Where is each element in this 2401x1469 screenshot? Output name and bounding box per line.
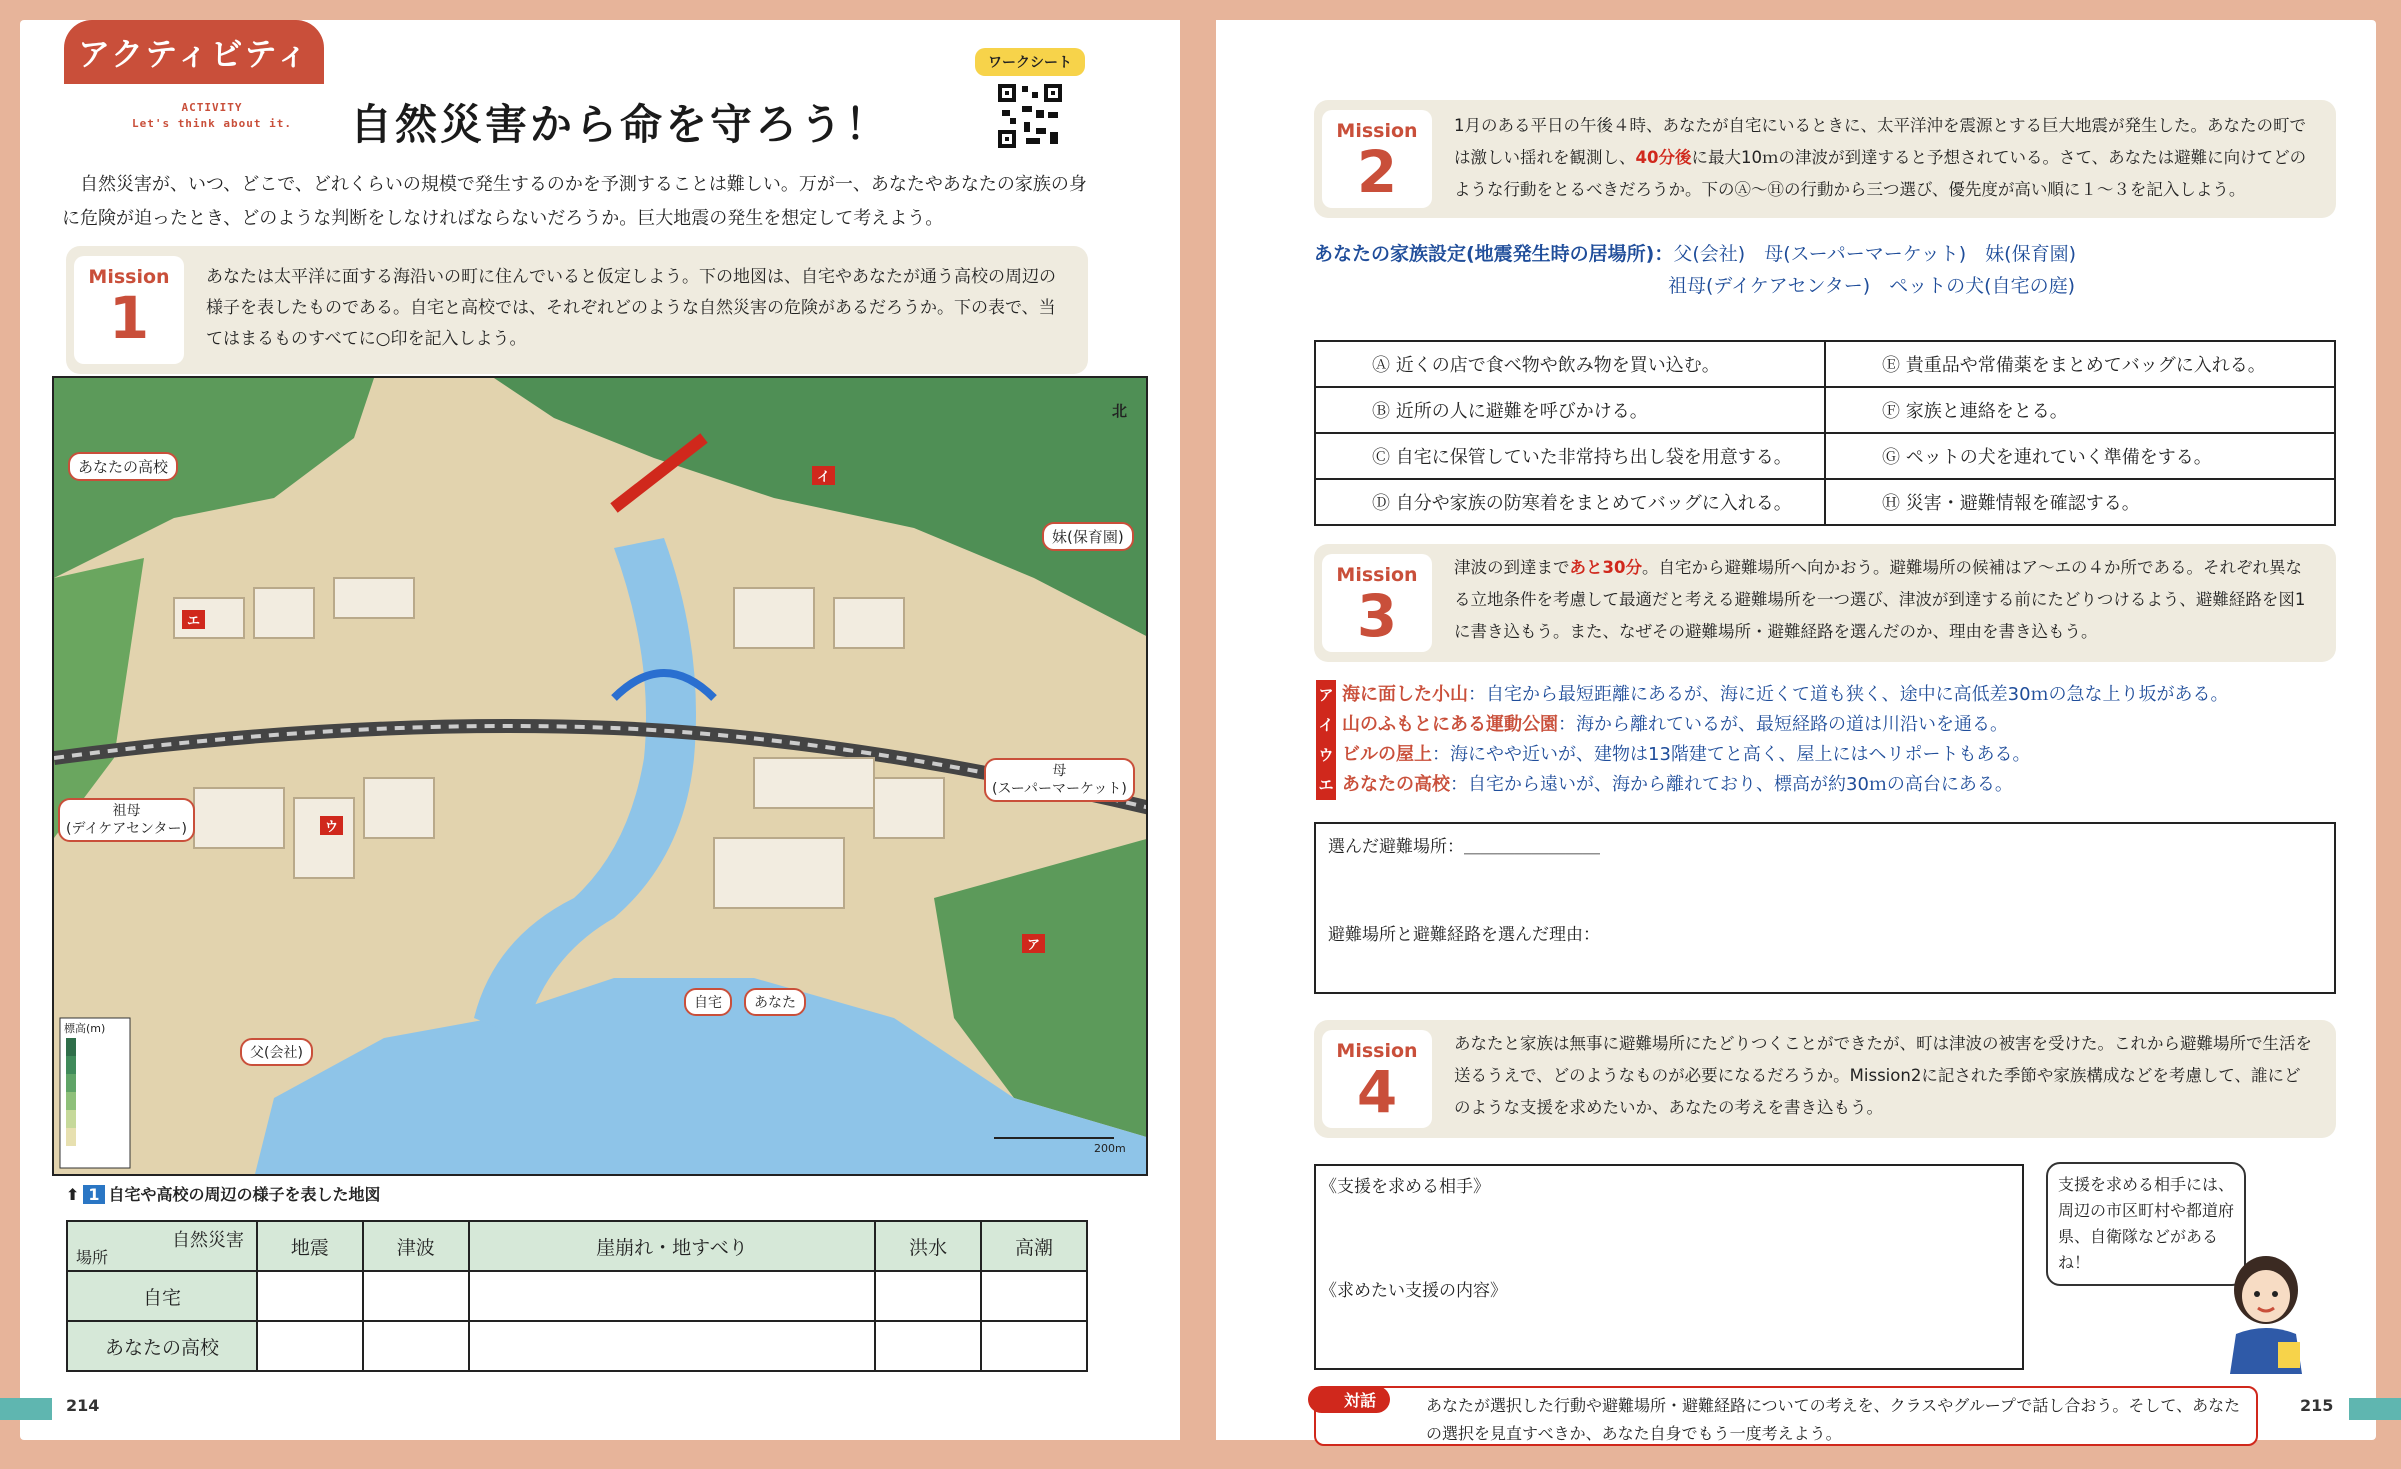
col-header: 高潮: [981, 1221, 1087, 1271]
support-answer-box[interactable]: [1314, 1164, 2024, 1370]
hazard-table: [66, 1220, 1088, 1372]
answer-cell[interactable]: [875, 1321, 981, 1371]
answer-cell[interactable]: [363, 1321, 469, 1371]
answer-cell[interactable]: [469, 1271, 875, 1321]
page-number-right: 215: [2300, 1396, 2334, 1415]
mission-3-text: 津波の到達まであと30分。自宅から避難場所へ向かおう。避難場所の候補はア〜エの４か所である。それぞれ異なる立地条件を考慮して最適だと考える避難場所を一つ選び、津波が到達する前にたどりつけるよう、避難経路を図1に書き込もう。また、なぜその避難場所・避難経路を選んだのか、理由を書き込もう。: [1454, 558, 2306, 641]
map-label-school: あなたの高校: [68, 452, 178, 481]
activity-subtitle: ACTIVITY Let's think about it.: [131, 101, 293, 130]
support-who-label: 《支援を求める相手》: [1320, 1177, 1490, 1197]
intro-text: 自然災害が、いつ、どこで、どれくらいの規模で発生するのかを予測することは難しい。万が一、あなたやあなたの家族の身に危険が迫ったとき、どのような判断をしなければならないだろうか。巨大地震の発生を想定して考えよう。: [62, 174, 1087, 229]
map-label-you: あなた: [744, 988, 806, 1016]
worksheet-label: ワークシート: [975, 48, 1085, 76]
reason-label: 避難場所と避難経路を選んだ理由：: [1328, 925, 1600, 945]
answer-cell[interactable]: [875, 1271, 981, 1321]
answer-cell[interactable]: [469, 1321, 875, 1371]
mission-2-tag: Mission 2: [1322, 110, 1432, 208]
col-header: 崖崩れ・地すべり: [469, 1221, 875, 1271]
mission-4-tag: Mission 4: [1322, 1030, 1432, 1128]
map-marker-a[interactable]: ア: [1022, 934, 1045, 953]
evacuation-answer-box[interactable]: [1314, 822, 2336, 994]
map-label-grandma: 祖母 (デイケアセンター): [58, 798, 195, 842]
row-header-home: 自宅: [67, 1271, 257, 1321]
place-item: ウ ビルの屋上：海にやや近いが、建物は13階建てと高く、屋上にはヘリポートもある。: [1316, 740, 2229, 770]
place-item: イ 山のふもとにある運動公園：海から離れているが、最短経路の道は川沿いを通る。: [1316, 710, 2229, 740]
chosen-place-label: 選んだ避難場所：＿＿＿＿＿＿＿＿: [1328, 837, 1600, 857]
mission-1-tag: Mission 1: [74, 256, 184, 364]
answer-cell[interactable]: [981, 1321, 1087, 1371]
north-icon: 北: [1112, 402, 1128, 420]
map-label-home: 自宅: [684, 988, 732, 1016]
evacuation-places: [1316, 680, 2229, 800]
dialog-box: あなたが選択した行動や避難場所・避難経路についての考えを、クラスやグループで話し合おう。そして、あなたの選択を見直すべきか、あなた自身でもう一度考えよう。: [1314, 1386, 2258, 1446]
page-number-left: 214: [66, 1396, 100, 1415]
mission-4-text: あなたと家族は無事に避難場所にたどりつくことができたが、町は津波の被害を受けた。これから避難場所で生活を送るうえで、どのようなものが必要になるだろうか。Mission2に記された季節や家族構成などを考慮して、誰にどのような支援を求めたいか、あなたの考えを書き込もう。: [1454, 1034, 2312, 1117]
mission-1-box: [66, 246, 1088, 374]
mission-2-box: [1314, 100, 2336, 218]
qr-code-icon: [996, 82, 1064, 150]
map-label-sister: 妹(保育園): [1042, 522, 1134, 551]
col-header: 津波: [363, 1221, 469, 1271]
activity-tab: アクティビティ: [64, 20, 324, 84]
action-item[interactable]: Ⓕ 家族と連絡をとる。: [1825, 387, 2335, 433]
mission-2-text: 1月のある平日の午後４時、あなたが自宅にいるときに、太平洋沖を震源とする巨大地震が発生した。あなたの町では激しい揺れを観測し、40分後に最大10ｍの津波が到達すると予想されている。さて、あなたは避難に向けてどのような行動をとるべきだろうか。下のⒶ〜Ⓗの行動から三つ選び、優先度が高い順に１〜３を記入しよう。: [1454, 116, 2307, 199]
mission-1-text: あなたは太平洋に面する海沿いの町に住んでいると仮定しよう。下の地図は、自宅やあなたが通う高校の周辺の様子を表したものである。自宅と高校では、それぞれどのような自然災害の危険があるだろうか。下の表で、当てはまるものすべてに○印を記入しよう。: [206, 267, 1056, 349]
action-item[interactable]: Ⓐ 近くの店で食べ物や飲み物を買い込む。: [1315, 341, 1825, 387]
col-header: 地震: [257, 1221, 363, 1271]
answer-cell[interactable]: [363, 1271, 469, 1321]
elevation-legend-title: 標高(m): [64, 1022, 106, 1035]
action-item[interactable]: Ⓑ 近所の人に避難を呼びかける。: [1315, 387, 1825, 433]
map-marker-i[interactable]: イ: [812, 466, 835, 485]
action-item[interactable]: Ⓗ 災害・避難情報を確認する。: [1825, 479, 2335, 525]
mission-3-box: [1314, 544, 2336, 662]
actions-table: [1314, 340, 2336, 526]
family-setting: あなたの家族設定(地震発生時の居場所)：父(会社) 母(スーパーマーケット) 妹(保育園) 祖母(デイケアセンター) ペットの犬(自宅の庭): [1314, 243, 2077, 297]
action-item[interactable]: Ⓒ 自宅に保管していた非常持ち出し袋を用意する。: [1315, 433, 1825, 479]
answer-cell[interactable]: [981, 1271, 1087, 1321]
worksheet-qr[interactable]: [975, 48, 1085, 154]
mission-4-box: [1314, 1020, 2336, 1138]
place-item: ア 海に面した小山：自宅から最短距離にあるが、海に近くて道も狭く、途中に高低差30ｍの急な上り坂がある。: [1316, 680, 2229, 710]
action-item[interactable]: Ⓖ ペットの犬を連れていく準備をする。: [1825, 433, 2335, 479]
col-header: 洪水: [875, 1221, 981, 1271]
dialog-tag: 対話: [1308, 1386, 1390, 1413]
right-edge-tab: [2349, 1398, 2401, 1420]
action-item[interactable]: Ⓓ 自分や家族の防寒着をまとめてバッグに入れる。: [1315, 479, 1825, 525]
map-caption: ⬆ 1 自宅や高校の周辺の様子を表した地図: [66, 1185, 381, 1204]
page-title: 自然災害から命を守ろう！: [350, 100, 891, 149]
mission-3-tag: Mission 3: [1322, 554, 1432, 652]
town-map[interactable]: [52, 376, 1148, 1176]
map-marker-e[interactable]: エ: [182, 610, 205, 629]
row-header-school: あなたの高校: [67, 1321, 257, 1371]
action-item[interactable]: Ⓔ 貴重品や常備薬をまとめてバッグに入れる。: [1825, 341, 2335, 387]
map-scale: 200m: [1094, 1142, 1126, 1155]
support-what-label: 《求めたい支援の内容》: [1320, 1281, 1507, 1301]
map-label-mother: 母 (スーパーマーケット): [984, 758, 1135, 802]
speech-bubble: 支援を求める相手には、周辺の市区町村や都道府県、自衛隊などがあるね！: [2046, 1162, 2246, 1286]
place-item: エ あなたの高校：自宅から遠いが、海から離れており、標高が約30ｍの高台にある。: [1316, 770, 2229, 800]
answer-cell[interactable]: [257, 1271, 363, 1321]
map-label-father: 父(会社): [240, 1038, 313, 1066]
left-edge-tab: [0, 1398, 52, 1420]
answer-cell[interactable]: [257, 1321, 363, 1371]
student-avatar-icon: [2216, 1250, 2316, 1374]
table-corner: 自然災害 場所: [67, 1221, 257, 1271]
map-marker-u[interactable]: ウ: [320, 816, 343, 835]
